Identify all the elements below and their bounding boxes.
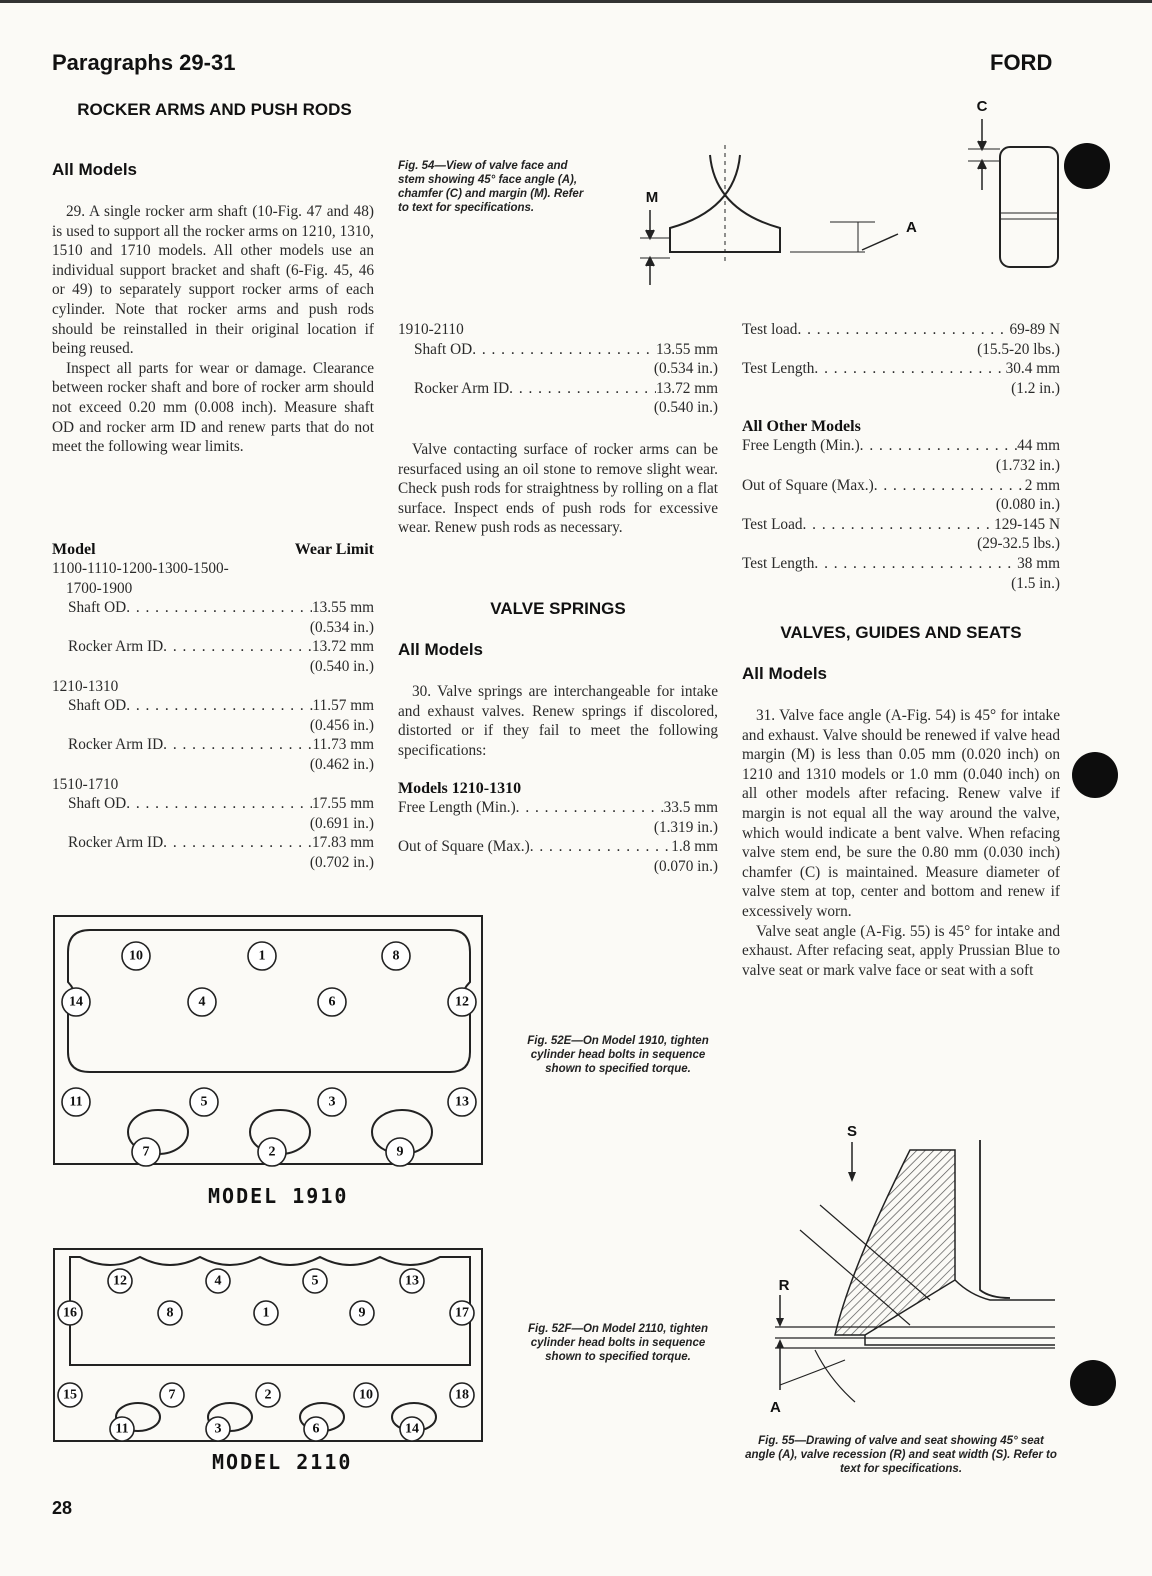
bolt-number: 14 (405, 1421, 419, 1437)
fig55-label-s: S (846, 1123, 858, 1140)
spec-inch: (1.319 in.) (653, 818, 718, 836)
springs-paragraph-1: 30. Valve springs are interchangeable for intake and exhaust valves. Renew springs if discolored, distorted or if they fail to meet the following specifications: (398, 683, 718, 759)
bolt-number: 18 (455, 1387, 469, 1403)
col-wear-limit: Wear Limit (294, 541, 374, 558)
spec-inch: (0.462 in.) (309, 755, 374, 773)
fig55-label-a: A (770, 1399, 781, 1416)
fig54-caption: Fig. 54—View of valve face and stem showing 45° face angle (A), chamfer (C) and margin (M). Refer to text for specifications. (398, 160, 584, 214)
rocker-subhead: All Models (52, 160, 138, 179)
punch-hole (1072, 752, 1118, 798)
model-group: 1700-1900 (66, 579, 133, 597)
bolt-number: 15 (63, 1387, 77, 1403)
pushrod-text (398, 440, 718, 538)
spring-spec-table-1 (398, 780, 718, 876)
model-1910-label: MODEL 1910 (208, 1184, 349, 1208)
valves-paragraph-1: 31. Valve face angle (A-Fig. 54) is 45° for intake and exhaust. Valve should be renewed if valve head margin (M) is less than 0.05 mm (0.020 inch) on 1210 and 1310 models or 1.0 mm (0.040 inch) on all other models after refacing. Renew valve if margin is not equal all the way around the valve, which would indicate a bent valve. When refacing valve stem end, be sure the 0.80 mm (0.030 inch) chamfer (C) is maintained. Measure diameter of valve stem at top, center and bottom and renew if excessively worn. (742, 707, 1060, 920)
bolt-number: 4 (198, 994, 206, 1010)
bolt-number: 8 (392, 948, 400, 964)
spec-row: Test Load . . . 129-145 N (742, 515, 1060, 535)
fig54-label-c: C (976, 98, 988, 115)
spec-row: Rocker Arm ID . . . 13.72 mm (52, 637, 374, 657)
springs-text (398, 682, 718, 760)
spec-inch: (0.540 in.) (309, 657, 374, 675)
wear-limit-table (52, 541, 374, 873)
punch-hole (1064, 143, 1110, 189)
bolt-number: 16 (63, 1305, 77, 1321)
top-rule (0, 0, 1152, 3)
fig54-label-m: M (645, 189, 659, 206)
spec-row: Shaft OD . . . 13.55 mm (398, 340, 718, 360)
bolt-number: 13 (455, 1094, 469, 1110)
bolt-number: 1 (258, 948, 266, 964)
spec-row: Out of Square (Max.) . . . 1.8 mm (398, 837, 718, 857)
spec-inch: (0.702 in.) (309, 853, 374, 871)
wear-limit-table-cont (398, 320, 718, 418)
model-group: 1910-2110 (398, 321, 464, 338)
valve-stem (980, 1140, 1010, 1298)
bolt-number: 6 (312, 1421, 320, 1437)
spec-row: Free Length (Min.) . . . 44 mm (742, 436, 1060, 456)
valves-text (742, 706, 1060, 980)
spec-row: Rocker Arm ID . . . 17.83 mm (52, 833, 374, 853)
spec-row: Rocker Arm ID . . . 13.72 mm (398, 379, 718, 399)
spec-row: Shaft OD . . . 11.57 mm (52, 696, 374, 716)
bolt-number: 7 (168, 1387, 176, 1403)
bolt-number: 9 (358, 1305, 366, 1321)
bolt-number: 10 (129, 948, 143, 964)
spec-inch: (0.456 in.) (309, 716, 374, 734)
spec-inch: (0.691 in.) (309, 814, 374, 832)
bolt-number: 11 (115, 1421, 129, 1437)
spec-row: Free Length (Min.) . . . 33.5 mm (398, 798, 718, 818)
springs-subhead: All Models (398, 640, 484, 659)
bolt-number: 4 (214, 1273, 222, 1289)
bolt-number: 11 (69, 1094, 83, 1110)
bolt-number: 7 (142, 1144, 150, 1160)
spec-row: Out of Square (Max.) . . . 2 mm (742, 476, 1060, 496)
col-model: Model (52, 541, 96, 558)
valves-subhead: All Models (742, 664, 828, 683)
spec-row: Shaft OD . . . 17.55 mm (52, 794, 374, 814)
spec-row: Shaft OD . . . 13.55 mm (52, 598, 374, 618)
spec-inch: (1.732 in.) (995, 456, 1060, 474)
model-2110-label: MODEL 2110 (212, 1450, 353, 1474)
fig55-seat-drawing (760, 1120, 1060, 1420)
spec-row: Test Length . . . 30.4 mm (742, 359, 1060, 379)
bolt-number: 8 (166, 1305, 174, 1321)
fig52f-head-drawing (50, 1245, 486, 1445)
rocker-paragraph-2: Inspect all parts for wear or damage. Clearance between rocker shaft and bore of rocker arm should not exceed 0.20 mm (0.008 inch). Measure shaft OD and rocker arm ID and renew parts that do not meet the following wear limits. (52, 359, 374, 456)
fig52f-caption: Fig. 52F—On Model 2110, tighten cylinder head bolts in sequence shown to specified torque. (528, 1323, 708, 1363)
bolt-number: 2 (264, 1387, 272, 1403)
spec-inch: (1.2 in.) (1011, 379, 1060, 397)
bolt-number: 6 (328, 994, 336, 1010)
fig55-caption: Fig. 55—Drawing of valve and seat showing 45° seat angle (A), valve recession (R) and seat width (S). Refer to text for specifications. (745, 1435, 1057, 1475)
bolt-number: 3 (214, 1421, 222, 1437)
spec-inch: (1.5 in.) (1011, 574, 1060, 592)
bolt-number: 13 (405, 1273, 419, 1289)
bolt-number: 17 (455, 1305, 469, 1321)
section-title-springs: VALVE SPRINGS (490, 599, 626, 618)
spec-inch: (0.080 in.) (995, 496, 1060, 514)
bolt-number: 5 (200, 1094, 208, 1110)
spec-row: Test Length . . . 38 mm (742, 554, 1060, 574)
wear-table-header (52, 541, 374, 559)
fig52e-head-drawing (50, 912, 486, 1168)
model-group: 1100-1110-1200-1300-1500- (52, 560, 229, 577)
spec-row: Rocker Arm ID . . . 11.73 mm (52, 735, 374, 755)
fig55-label-r: R (778, 1277, 790, 1294)
page-header-right: FORD (990, 50, 1053, 75)
spec-inch: (0.534 in.) (309, 618, 374, 636)
fig54-valve-drawing (630, 140, 960, 290)
spring-models-heading: Models 1210-1310 (398, 780, 522, 797)
bolt-number: 9 (396, 1144, 404, 1160)
bolt-number: 12 (455, 994, 469, 1010)
spring-spec-table-2 (742, 320, 1060, 593)
fig54-label-a: A (906, 219, 917, 236)
section-title-valves: VALVES, GUIDES AND SEATS (780, 623, 1022, 642)
rocker-paragraph-1: 29. A single rocker arm shaft (10-Fig. 47 and 48) is used to support all the rocker arms on 1210, 1310, 1510 and 1710 models. All other models use an individual support bracket and shaft (6-Fig. 45, 46 or 49) to separately support rocker arms of each cylinder. Note that rocker arms and push rods should be reinstalled in their original location if being reused. (52, 203, 374, 358)
spec-inch: (0.070 in.) (653, 857, 718, 875)
model-group: 1210-1310 (52, 677, 119, 695)
bolt-number: 10 (359, 1387, 373, 1403)
punch-hole (1070, 1360, 1116, 1406)
model-group: 1510-1710 (52, 775, 119, 793)
valves-paragraph-2: Valve seat angle (A-Fig. 55) is 45° for intake and exhaust. After refacing seat, apply Prussian Blue to valve seat or mark valve face or seat with a soft (742, 922, 1060, 979)
spring-other-heading: All Other Models (742, 418, 861, 436)
rocker-text (52, 202, 374, 457)
bolt-number: 2 (268, 1144, 276, 1160)
bolt-number: 1 (262, 1305, 270, 1321)
spec-inch: (15.5-20 lbs.) (977, 340, 1060, 358)
fig52e-caption: Fig. 52E—On Model 1910, tighten cylinder head bolts in sequence shown to specified torque. (527, 1035, 709, 1075)
spec-inch: (29-32.5 lbs.) (977, 535, 1060, 553)
fig54-stem-drawing (960, 95, 1065, 270)
spec-inch: (0.540 in.) (653, 399, 718, 417)
spec-inch: (0.534 in.) (653, 360, 718, 378)
bolt-number: 5 (311, 1273, 319, 1289)
page-number: 28 (52, 1498, 73, 1518)
bolt-number: 12 (113, 1273, 127, 1289)
section-title-rocker: ROCKER ARMS AND PUSH RODS (77, 100, 352, 119)
bolt-number: 3 (328, 1094, 336, 1110)
spec-row: Test load . . . 69-89 N (742, 320, 1060, 340)
bolt-number: 14 (69, 994, 83, 1010)
rocker-paragraph-3: Valve contacting surface of rocker arms can be resurfaced using an oil stone to remove slight wear. Check push rods for straightness by rolling on a flat surface. Inspect ends of push rods for excessive wear. Renew push rods as necessary. (398, 441, 718, 537)
page-header-left: Paragraphs 29-31 (52, 50, 236, 75)
